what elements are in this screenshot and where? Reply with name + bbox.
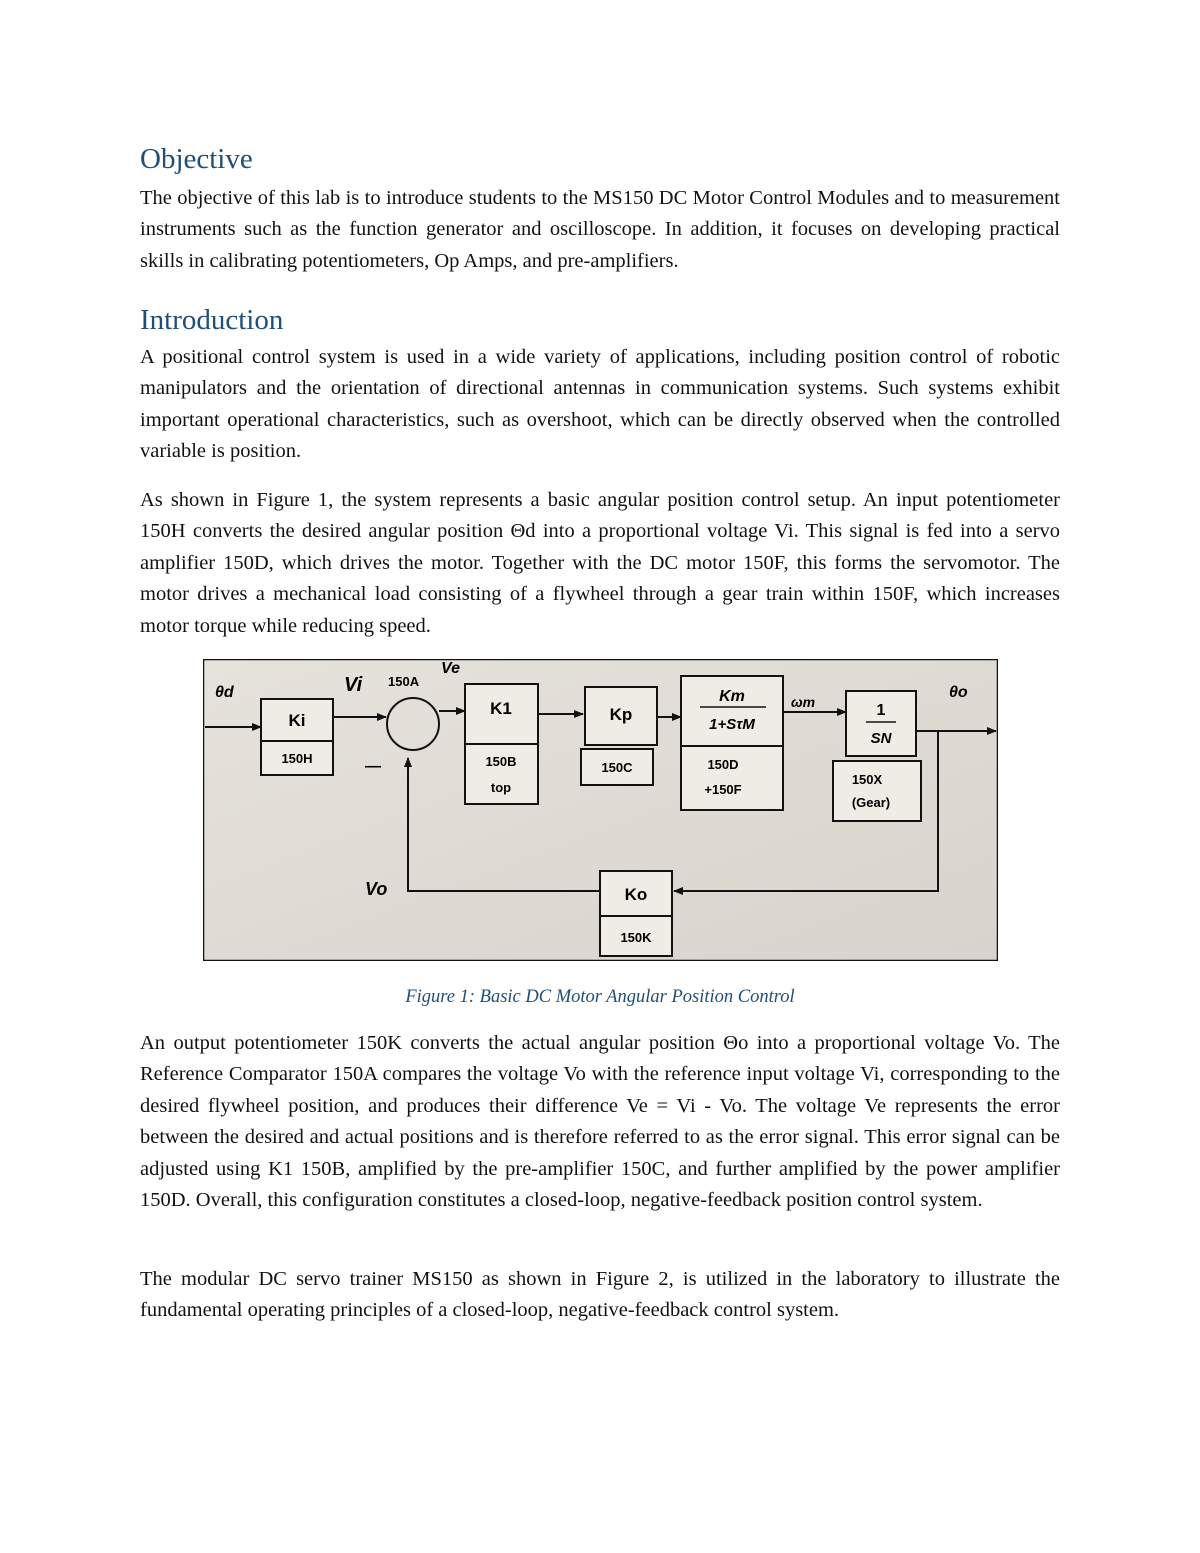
- paragraph-introduction-3: An output potentiometer 150K converts the actual angular position Θo into a proportional voltage Vo. The Reference Comparator 150A compares the voltage Vo with the reference input voltage Vi, corresponding to the desired flywheel position, and produces their difference Ve = Vi - Vo. The voltage Ve represents the error between the desired and actual positions and is therefore referred to as the error signal. This error signal can be adjusted using K1 150B, amplified by the pre-amplifier 150C, and further amplified by the power amplifier 150D. Overall, this configuration constitutes a closed-loop, negative-feedback position control system.: [140, 1032, 1060, 1212]
- block-integrator-module-label-2: (Gear): [851, 795, 891, 810]
- block-motor: [681, 676, 783, 746]
- paragraph-introduction-1: A positional control system is used in a wide variety of applications, including position control of robotic manipulators and the orientation of directional antennas in communication systems. Such systems exhibit important operational characteristics, such as overshoot, which can be directly observed when the controlled variable is position.: [140, 346, 1060, 463]
- block-motor-module-label: 150D: [707, 757, 739, 772]
- signal-theta-d: θd: [215, 684, 234, 701]
- block-integrator-denominator: SN: [870, 730, 892, 747]
- signal-minus: —: [365, 758, 381, 775]
- block-ko-label: Ko: [624, 885, 648, 904]
- block-motor-denominator: 1+SτM: [709, 716, 755, 733]
- signal-ve: Ve: [441, 660, 460, 677]
- block-diagram-figure: [203, 659, 998, 961]
- block-motor-module: [681, 746, 783, 810]
- signal-omega-m: ωm: [791, 694, 816, 710]
- block-integrator-module-label: 150X: [851, 772, 883, 787]
- comparator-label: 150A: [388, 674, 420, 689]
- block-ko-module-label: 150K: [620, 930, 652, 945]
- block-kp-label: Kp: [609, 705, 633, 724]
- block-k1-module-label: 150B: [485, 754, 517, 769]
- paragraph-objective: The objective of this lab is to introduce students to the MS150 DC Motor Control Modules and to measurement instruments such as the function generator and oscilloscope. In addition, it focuses on developing practical skills in calibrating potentiometers, Op Amps, and pre-amplifiers.: [140, 187, 1060, 272]
- block-ki-module-label: 150H: [281, 751, 313, 766]
- block-integrator-module: [833, 761, 921, 821]
- heading-objective: Objective: [140, 143, 253, 175]
- block-k1-module: [465, 744, 538, 804]
- heading-introduction: Introduction: [140, 304, 284, 336]
- block-k1-label: K1: [490, 699, 512, 718]
- figure-caption: Figure 1: Basic DC Motor Angular Position Control: [405, 987, 795, 1007]
- block-kp-module-label: 150C: [601, 760, 633, 775]
- block-motor-numerator: Km: [719, 688, 745, 705]
- paragraph-introduction-2: As shown in Figure 1, the system represents a basic angular position control setup. An input potentiometer 150H converts the desired angular position Θd into a proportional voltage Vi. This signal is fed into a servo amplifier 150D, which drives the motor. Together with the DC motor 150F, this forms the servomotor. The motor drives a mechanical load consisting of a flywheel through a gear train within 150F, which increases motor torque while reducing speed.: [140, 489, 1060, 637]
- block-k1-module-label-2: top: [490, 780, 512, 795]
- signal-vi: Vi: [344, 674, 363, 696]
- block-motor-module-label-2: +150F: [704, 782, 742, 797]
- signal-theta-o: θo: [949, 684, 968, 701]
- block-ki-label: Ki: [288, 711, 306, 730]
- signal-vo: Vo: [365, 879, 388, 899]
- block-integrator-numerator: 1: [876, 702, 886, 719]
- paragraph-introduction-4: The modular DC servo trainer MS150 as shown in Figure 2, is utilized in the laboratory to illustrate the fundamental operating principles of a closed-loop, negative-feedback control system.: [140, 1268, 1060, 1322]
